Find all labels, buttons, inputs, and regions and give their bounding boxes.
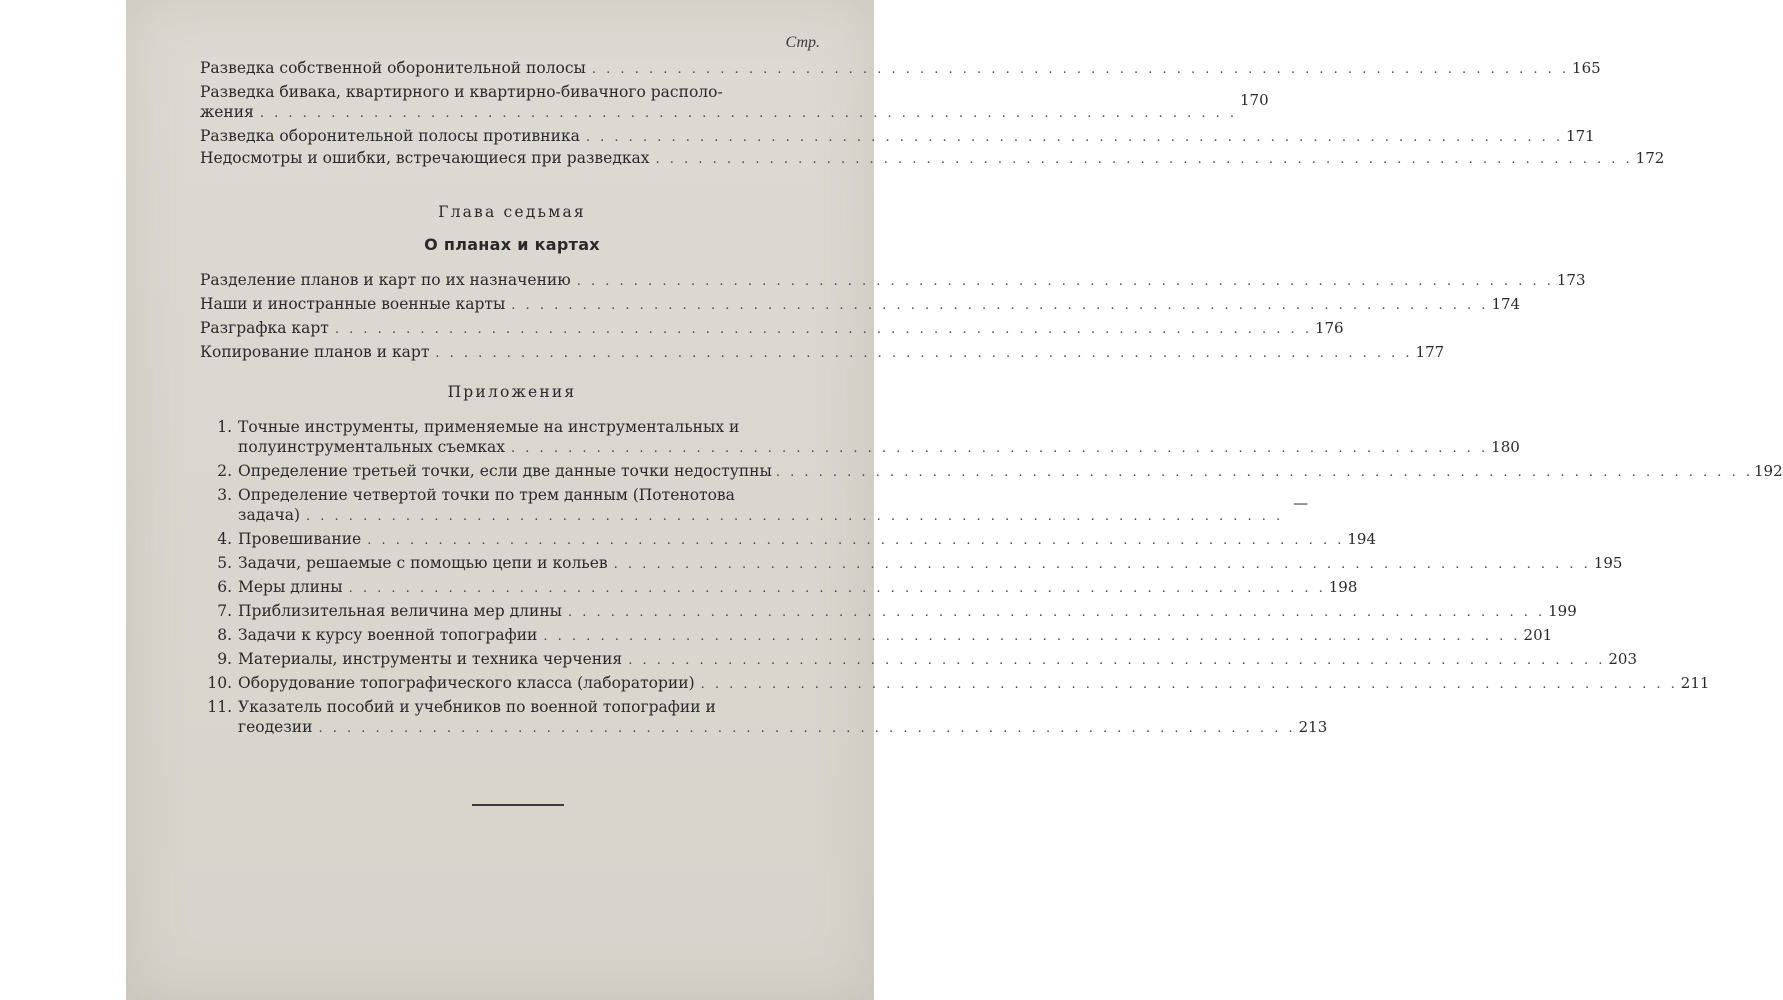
page-number: — [1293,494,1309,512]
toc-entry: Недосмотры и ошибки, встречающиеся при разведках . . . 172 [200,148,824,170]
end-rule [472,804,564,806]
appendix-number: 5. [217,554,232,572]
book-page [126,0,1783,1000]
toc-entry: Разграфка карт . . . 176 [200,318,824,340]
toc-entry: Наши и иностранные военные карты . . . 174 [200,294,824,316]
toc-entry: 5. Задачи, решаемые с помощью цепи и кольев . . . 195 [200,553,824,575]
toc-entry: 7. Приблизительная величина мер длины . . . 199 [200,601,824,623]
chapter-seven [200,203,1586,364]
toc-entry: Разведка оборонительной полосы противника . . . 171 [200,126,824,148]
page-number: 211 [1680,674,1710,692]
toc-entry: задача) . . . — [200,505,824,527]
appendix-number: 4. [217,530,232,548]
appendix-number: 3. [217,486,232,504]
toc-entry: жения . . . 170 [200,102,824,124]
appendices-heading: Приложения [447,383,577,401]
page-number: 177 [1415,343,1445,361]
page-number: 165 [1572,59,1601,77]
toc-entry: 2. Определение третьей точки, если две данные точки недоступны . . . 192 [200,461,824,483]
appendices [200,383,1783,739]
page-number: 173 [1556,271,1586,289]
toc-entry: 8. Задачи к курсу военной топографии . . . 201 [200,625,824,647]
page-number: 198 [1328,578,1358,596]
appendix-number: 11. [207,698,232,716]
page-number: 174 [1491,295,1521,313]
page-number: 172 [1635,149,1665,167]
toc-entry: Разделение планов и карт по их назначению . . . 173 [200,270,824,292]
appendix-number: 9. [217,650,232,668]
appendix-number: 8. [217,626,232,644]
page-number: 192 [1753,462,1783,480]
top-section [200,58,1665,170]
appendix-number: 2. [217,462,232,480]
toc-entry-line: 1. Точные инструменты, применяемые на инструментальных и [200,417,824,437]
appendix-number: 6. [217,578,232,596]
page-number: 180 [1491,438,1520,456]
toc-entry: полуинструментальных съемках . . . 180 [200,437,824,459]
toc-entry: геодезии . . . 213 [200,717,824,739]
toc-entry-line: Разведка бивака, квартирного и квартирно-бивачного располо- [200,83,723,101]
page-number: 170 [1240,91,1269,109]
toc-entry: 9. Материалы, инструменты и техника черчения . . . 203 [200,649,824,671]
appendix-number: 10. [207,674,232,692]
page-number: 195 [1593,554,1623,572]
page-number: 194 [1347,530,1376,548]
toc-entry: Разведка собственной оборонительной полосы . . . 165 [200,58,824,80]
toc-entry: 6. Меры длины . . . 198 [200,577,824,599]
page-number: 171 [1566,127,1595,145]
toc-entry: Копирование планов и карт . . . 177 [200,342,824,364]
chapter-heading: Глава седьмая [438,203,586,221]
toc-entry-line: 11. Указатель пособий и учебников по военной топографии и [200,697,824,717]
page-number: 176 [1314,319,1344,337]
appendix-number: 7. [217,602,232,620]
chapter-title: О планах и картах [424,235,600,254]
page-number: 203 [1608,650,1637,668]
toc-entry: 4. Провешивание . . . 194 [200,529,824,551]
toc-entry: 3. Определение четвертой точки по трем данным (Потенотова [200,485,824,505]
appendix-number: 1. [217,418,232,436]
toc-entry: 10. Оборудование топографического класса (лаборатории) . . . 211 [200,673,824,695]
page-column-label: Стр. [785,34,820,51]
page-number: 213 [1298,718,1328,736]
page-number: 199 [1548,602,1577,620]
page-number: 201 [1523,626,1553,644]
